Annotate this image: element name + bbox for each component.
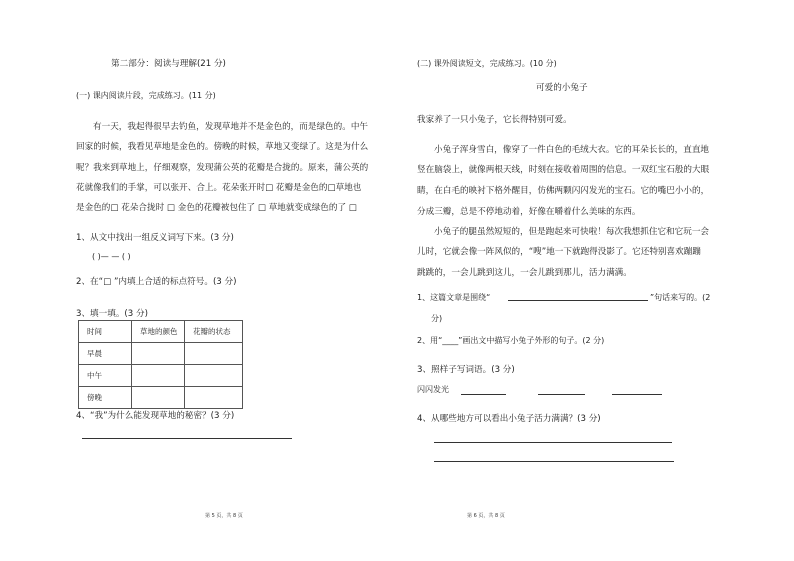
answer-line[interactable]: [461, 394, 506, 395]
table-header: 草地的颜色: [132, 321, 185, 343]
right-page: [397, 0, 794, 561]
question-4: 4、从哪些地方可以看出小兔子活力满满？(3 分): [417, 414, 601, 424]
answer-line[interactable]: [82, 438, 292, 439]
question-4: 4、“我”为什么能发现草地的秘密？(3 分): [76, 411, 235, 421]
story-para-3-line-2: 儿时，它就会像一阵风似的，“嗖”地一下就跑得没影了。它还特别喜欢蹦蹦: [417, 247, 701, 257]
table-answer-cell[interactable]: [185, 387, 243, 409]
table-header: 花瓣的状态: [185, 321, 243, 343]
table-cell: 傍晚: [79, 387, 132, 409]
answer-line[interactable]: [538, 394, 585, 395]
antonym-blank[interactable]: ( )— — ( ): [92, 252, 131, 261]
answer-line[interactable]: [434, 461, 674, 462]
table-answer-cell[interactable]: [185, 365, 243, 387]
story-para-3-line-1: 小兔子的腿虽然短短的，但是跑起来可快啦！每次我想抓住它和它玩一会: [434, 227, 710, 237]
story-title: 可爱的小兔子: [536, 83, 588, 93]
table-header-row: [79, 321, 243, 343]
answer-line[interactable]: [434, 442, 672, 443]
answer-line[interactable]: [508, 300, 648, 301]
table-cell: 中午: [79, 365, 132, 387]
page-footer: 第 5 页，共 8 页: [205, 513, 243, 519]
story-para-2-line-4: 分成三瓣，总是不停地动着，好像在嚼着什么美味的东西。: [417, 207, 641, 217]
passage-line-1: 有一天，我起得很早去钓鱼，发现草地并不是金色的，而是绿色的。中午: [93, 122, 369, 132]
subsection-2-title: (二) 课外阅读短文，完成练习。(10 分): [417, 59, 557, 68]
table-cell: 早晨: [79, 343, 132, 365]
question-1-score: 分): [431, 314, 443, 323]
table-row: [79, 343, 243, 365]
table-row: [79, 387, 243, 409]
answer-line[interactable]: [612, 394, 662, 395]
fill-table: [78, 320, 243, 409]
story-para-3-line-3: 跳跳的，一会儿跳到这儿，一会儿跳到那儿，活力满满。: [417, 268, 632, 278]
table-answer-cell[interactable]: [132, 343, 185, 365]
question-3: 3、照样子写词语。(3 分): [417, 365, 515, 375]
table-row: [79, 365, 243, 387]
question-2: 2、在“□ ”内填上合适的标点符号。(3 分): [76, 277, 237, 287]
story-para-1: 我家养了一只小兔子，它长得特别可爱。: [417, 115, 572, 125]
question-1-start: 1、这篇文章是围绕“: [417, 293, 491, 302]
question-3: 3、填一填。(3 分): [76, 309, 148, 319]
question-1-end: ”句话来写的。(2: [650, 293, 711, 302]
table-answer-cell[interactable]: [132, 365, 185, 387]
passage-line-4: 花就像我们的手掌，可以张开、合上。花朵张开时□ 花瓣是金色的□草地也: [76, 183, 362, 193]
passage-line-3: 呢？我来到草地上，仔细观察，发现蒲公英的花瓣是合拢的。原来，蒲公英的: [76, 163, 369, 173]
story-para-2-line-2: 竖在脑袋上，就像两根天线，时刻在接收着周围的信息。一双红宝石般的大眼: [417, 165, 710, 175]
subsection-1-title: (一) 课内阅读片段，完成练习。(11 分): [76, 91, 216, 100]
question-1: 1、从文中找出一组反义词写下来。(3 分): [76, 233, 234, 243]
passage-line-2: 回家的时候，我看见草地是金色的。傍晚的时候，草地又变绿了。这是为什么: [76, 142, 369, 152]
story-para-2-line-3: 睛，在白毛的映衬下格外醒目，仿佛两颗闪闪发光的宝石。它的嘴巴小小的，: [417, 186, 710, 196]
page-footer: 第 6 页，共 8 页: [467, 513, 505, 519]
passage-line-5: 是金色的□ 花朵合拢时 □ 金色的花瓣被包住了 □ 草地就变成绿色的了 □: [76, 203, 357, 213]
section-title: 第二部分：阅读与理解(21 分): [111, 59, 226, 69]
table-answer-cell[interactable]: [132, 387, 185, 409]
table-header: 时间: [79, 321, 132, 343]
question-2: 2、用“____”画出文中描写小兔子外形的句子。(2 分): [417, 336, 605, 345]
example-word: 闪闪发光: [417, 385, 449, 394]
table-answer-cell[interactable]: [185, 343, 243, 365]
story-para-2-line-1: 小兔子浑身雪白，像穿了一件白色的毛绒大衣。它的耳朵长长的，直直地: [434, 145, 710, 155]
